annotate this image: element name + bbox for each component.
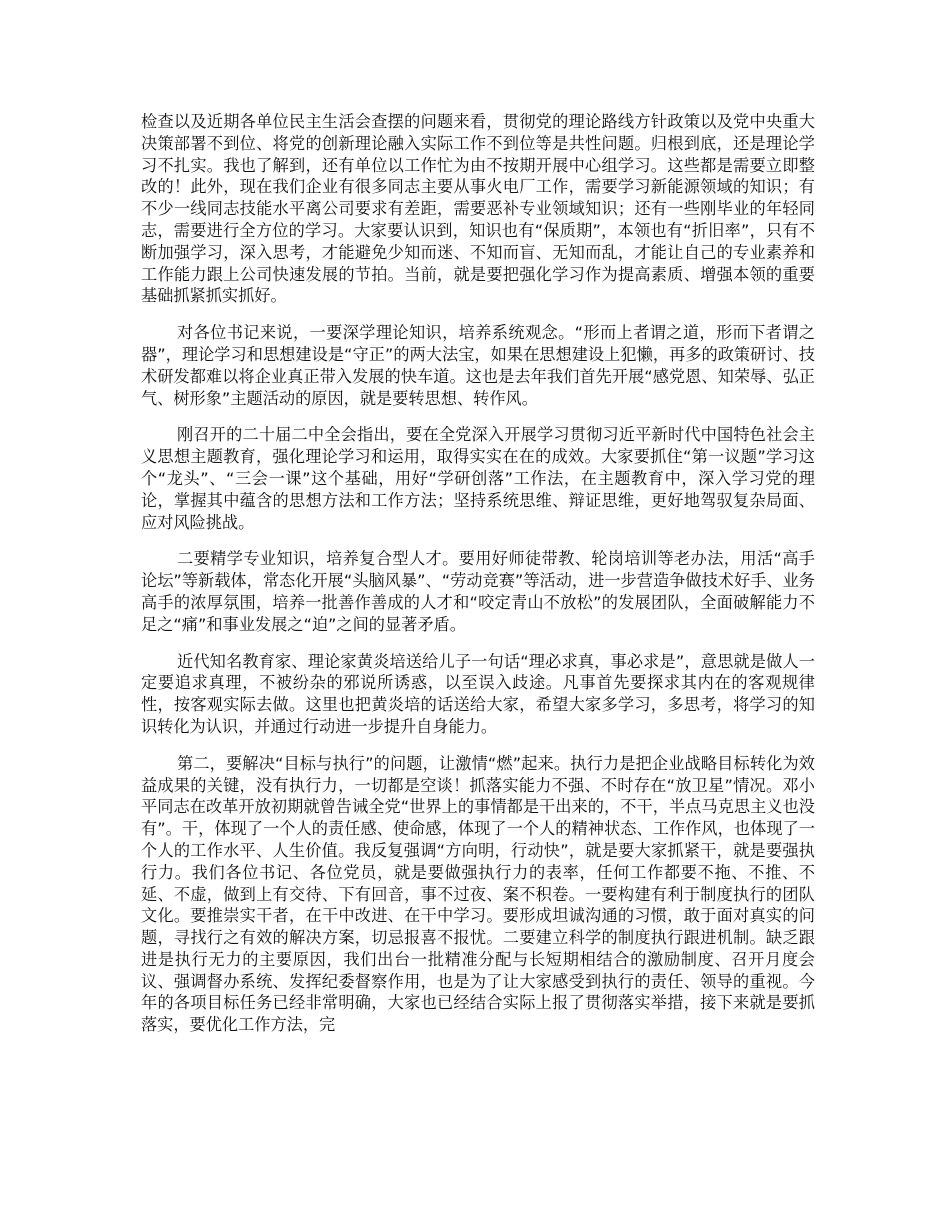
paragraph-professional-knowledge: 二要精学专业知识，培养复合型人才。要用好师徒带教、轮岗培训等老办法，用活“高手论坛”等新载体，常态化开展“头脑风暴”、“劳动竞赛”等活动，进一步营造争做技术好手、业务高手的浓厚氛围，培养一批善作善成的人才和“咬定青山不放松”的发展团队，全面破解能力不足之“痛”和事业发展之“迫”之间的显著矛盾。 <box>141 549 815 634</box>
paragraph-study-continuation: 检查以及近期各单位民主生活会查摆的问题来看，贯彻党的理论路线方针政策以及党中央重大决策部署不到位、将党的创新理论融入实际工作不到位等是共性问题。归根到底，还是理论学习不扎实。我也了解到，还有单位以工作忙为由不按期开展中心组学习。这些都是需要立即整改的！此外，现在我们企业有很多同志主要从事火电厂工作，需要学习新能源领域的知识；有不少一线同志技能水平离公司要求有差距，需要恶补专业领域知识；还有一些刚毕业的年轻同志，需要进行全方位的学习。大家要认识到，知识也有“保质期”，本领也有“折旧率”，只有不断加强学习，深入思考，才能避免少知而迷、不知而盲、无知而乱，才能让自己的专业素养和工作能力跟上公司快速发展的节拍。当前，就是要把强化学习作为提高素质、增强本领的重要基础抓紧抓实抓好。 <box>141 112 815 306</box>
paragraph-goal-and-execution: 第二，要解决“目标与执行”的问题，让激情“燃”起来。执行力是把企业战略目标转化为效益成果的关键，没有执行力，一切都是空谈！抓落实能力不强、不时存在“放卫星”情况。邓小平同志在改革开放初期就曾告诫全党“世界上的事情都是干出来的，不干，半点马克思主义也没有”。干，体现了一个人的责任感、使命感，体现了一个人的精神状态、工作作风，也体现了一个人的工作水平、人生价值。我反复强调“方向明，行动快”，就是要大家抓紧干，就是要强执行力。我们各位书记、各位党员，就是要做强执行力的表率，任何工作都要不拖、不推、不延、不虚，做到上有交待、下有回音，事不过夜、案不积卷。一要构建有利于制度执行的团队文化。要推崇实干者，在干中改进、在干中学习。要形成坦诚沟通的习惯，敢于面对真实的问题，寻找行之有效的解决方案，切忌报喜不报忧。二要建立科学的制度执行跟进机制。缺乏跟进是执行无力的主要原因，我们出台一批精准分配与长短期相结合的激励制度、召开月度会议、强调督办系统、发挥纪委督察作用，也是为了让大家感受到执行的责任、领导的重视。今年的各项目标任务已经非常明确，大家也已经结合实际上报了贯彻落实举措，接下来就是要抓落实，要优化工作方法，完 <box>141 753 815 1035</box>
paragraph-huang-yanpei-quote: 近代知名教育家、理论家黄炎培送给儿子一句话“理必求真，事必求是”，意思就是做人一定要追求真理，不被纷杂的邪说所诱惑，以至误入歧途。凡事首先要探求其内在的客观规律性，按客观实际去做。这里也把黄炎培的话送给大家，希望大家多学习，多思考，将学习的知识转化为认识，并通过行动进一步提升自身能力。 <box>141 651 815 736</box>
paragraph-plenary-session: 刚召开的二十届二中全会指出，要在全党深入开展学习贯彻习近平新时代中国特色社会主义思想主题教育，强化理论学习和运用，取得实实在在的成效。大家要抓住“第一议题”学习这个“龙头”、“三会一课”这个基础，用好“学研创落”工作法，在主题教育中，深入学习党的理论，掌握其中蕴含的思想方法和工作方法；坚持系统思维、辩证思维，更好地驾驭复杂局面、应对风险挑战。 <box>141 425 815 532</box>
paragraph-theory-knowledge: 对各位书记来说，一要深学理论知识，培养系统观念。“形而上者谓之道，形而下者谓之器”，理论学习和思想建设是“守正”的两大法宝，如果在思想建设上犯懒，再多的政策研讨、技术研发都难以将企业真正带入发展的快车道。这也是去年我们首先开展“感党恩、知荣辱、弘正气、树形象”主题活动的原因，就是要转思想、转作风。 <box>141 323 815 408</box>
